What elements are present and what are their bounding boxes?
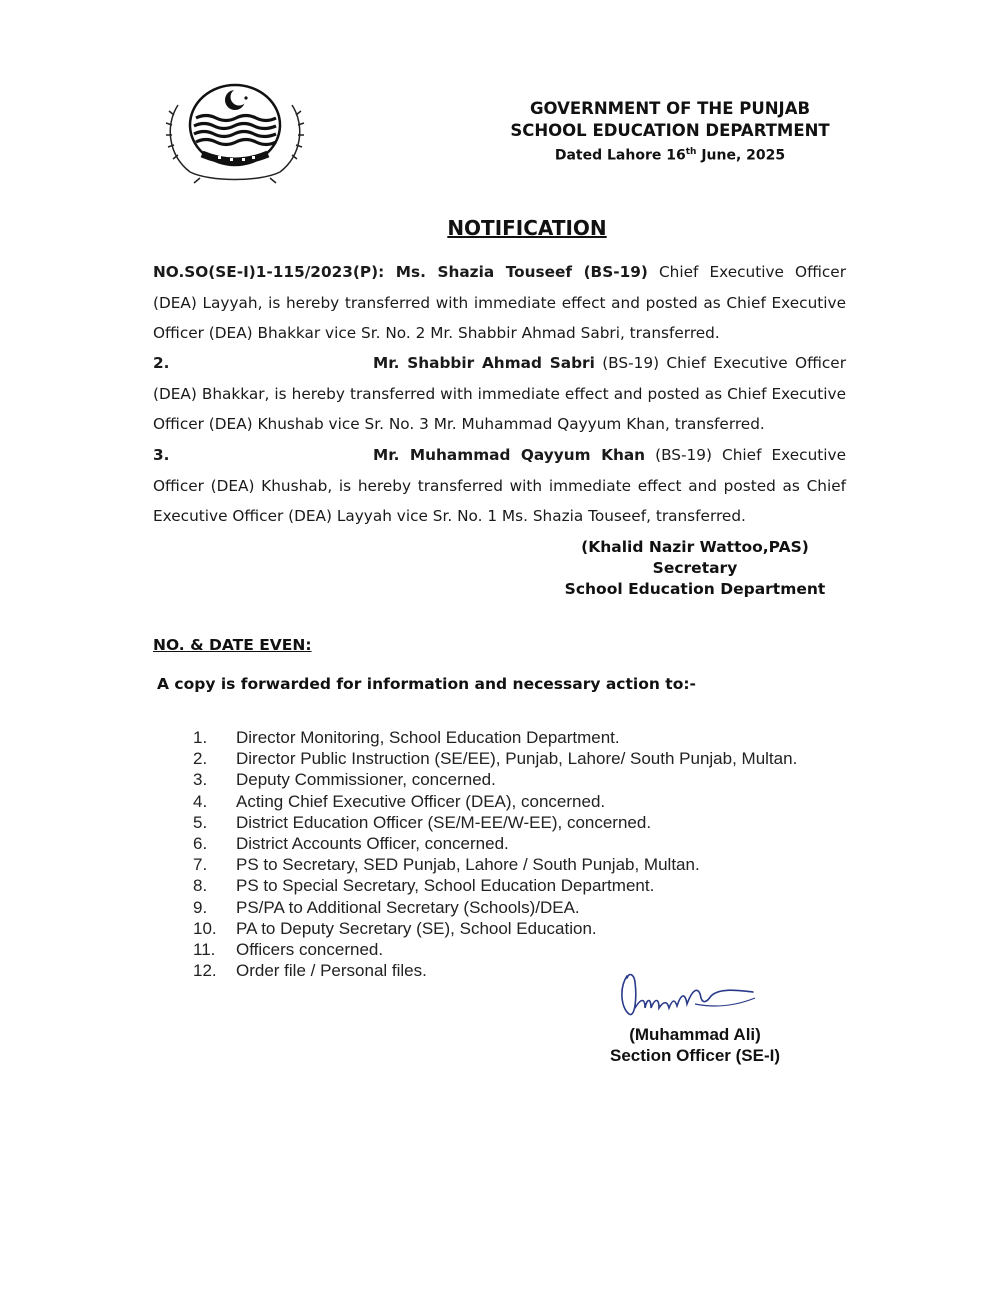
list-item: 4. Acting Chief Executive Officer (DEA), concerned. [193,791,606,811]
section-officer-name: (Muhammad Ali) [629,1025,761,1044]
forward-text: A copy is forwarded for information and necessary action to:- [157,675,696,693]
department-name: SCHOOL EDUCATION DEPARTMENT [510,121,830,140]
list-item: 10. PA to Deputy Secretary (SE), School Education. [193,918,597,938]
notification-paragraph-2: 2. Mr. Shabbir Ahmad Sabri (BS-19) Chief Executive Officer (DEA) Bhakkar, is hereby transferred with immediate effect and posted as Chief Executive Officer (DEA) Khushab vice Sr. No. 3 Mr. Muhammad Qayyum Khan, transferred. [153,354,846,433]
page-title: NOTIFICATION [447,216,607,240]
list-item: 1. Director Monitoring, School Education Department. [193,728,620,747]
secretary-department: School Education Department [564,580,826,598]
secretary-signature-block [560,537,830,600]
letterhead [500,98,840,166]
list-item: 11. Officers concerned. [193,940,384,960]
endorsement-heading: NO. & DATE EVEN: [153,636,312,654]
list-item: 3. Deputy Commissioner, concerned. [193,770,496,790]
handwritten-signature [615,968,765,1028]
secretary-designation: Secretary [652,559,738,577]
list-item: 8. PS to Special Secretary, School Education Department. [193,876,655,896]
government-name: GOVERNMENT OF THE PUNJAB [529,99,811,118]
list-item: 2. Director Public Instruction (SE/EE), Punjab, Lahore/ South Punjab, Multan. [193,749,798,769]
list-item: 5. District Education Officer (SE/M-EE/W-EE), concerned. [193,812,652,832]
list-item: 9. PS/PA to Additional Secretary (Schools)/DEA. [193,897,580,917]
copy-to-list [165,727,865,981]
list-item: 12. Order file / Personal files. [193,961,427,981]
secretary-name: (Khalid Nazir Wattoo,PAS) [581,538,809,556]
notification-paragraph-1: NO.SO(SE-I)1-115/2023(P): Ms. Shazia Touseef (BS-19) Chief Executive Officer (DEA) Layyah, is hereby transferred with immediate effect and posted as Chief Executive Officer (DEA) Bhakkar vice Sr. No. 2 Mr. Shabbir Ahmad Sabri, transferred. [153,263,846,342]
punjab-emblem-icon [160,80,310,190]
list-item: 6. District Accounts Officer, concerned. [193,834,509,854]
list-item: 7. PS to Secretary, SED Punjab, Lahore / South Punjab, Multan. [193,855,700,875]
date-line: Dated Lahore 16th June, 2025 [554,147,786,164]
section-officer-designation: Section Officer (SE-I) [609,1046,781,1065]
notification-paragraph-3: 3. Mr. Muhammad Qayyum Khan (BS-19) Chief Executive Officer (DEA) Khushab, is hereby transferred with immediate effect and posted as Chief Executive Officer (DEA) Layyah vice Sr. No. 1 Ms. Shazia Touseef, transferred. [153,446,846,525]
section-officer-signature-block [590,1024,800,1066]
